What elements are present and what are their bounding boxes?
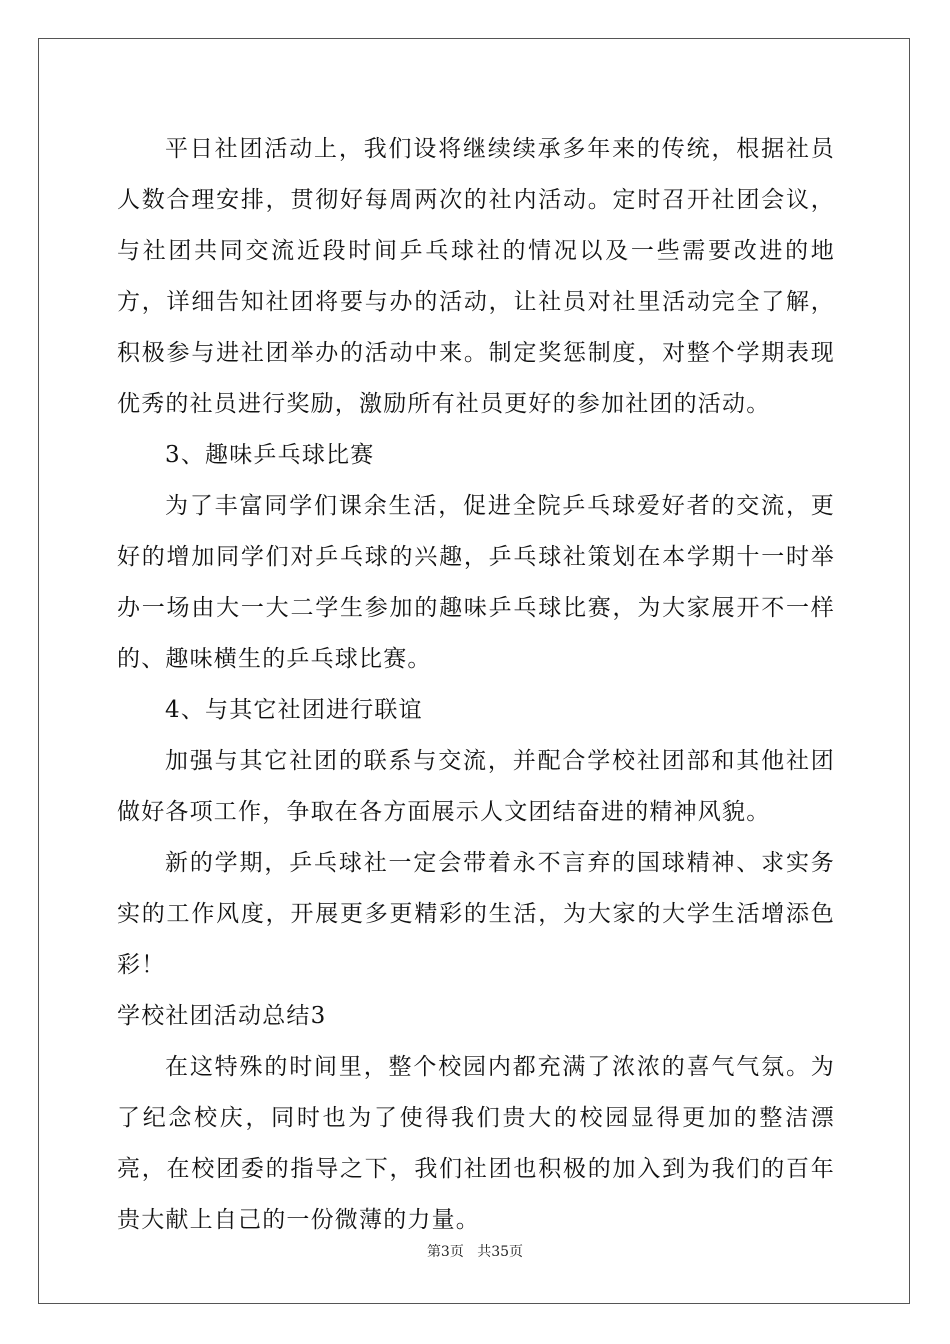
page-number-current: 第3页 [426,1244,464,1260]
paragraph-club-exchange: 加强与其它社团的联系与交流，并配合学校社团部和其他社团做好各项工作，争取在各方面展示人文团结奋进的精神风貌。 [117,748,835,825]
paragraph-anniversary: 在这特殊的时间里，整个校园内都充满了浓浓的喜气气氛。为了纪念校庆，同时也为了使得我们贵大的校园显得更加的整洁漂亮，在校团委的指导之下，我们社团也积极的加入到为我们的百年贵大献上自己的一份微薄的力量。 [117,1054,835,1233]
heading-fun-table-tennis-match: 3、趣味乒乓球比赛 [165,442,375,468]
paragraph-fun-match: 为了丰富同学们课余生活，促进全院乒乓球爱好者的交流，更好的增加同学们对乒乓球的兴趣，乒乓球社策划在本学期十一时举办一场由大一大二学生参加的趣味乒乓球比赛，为大家展开不一样的、趣味横生的乒乓球比赛。 [117,493,835,672]
heading-club-friendship: 4、与其它社团进行联谊 [165,697,423,723]
page-number-total: 共35页 [477,1244,524,1260]
page-footer [0,1241,950,1261]
section-title-summary-3: 学校社团活动总结3 [117,1003,327,1029]
document-body [117,124,835,1246]
paragraph-new-semester: 新的学期，乒乓球社一定会带着永不言弃的国球精神、求实务实的工作风度，开展更多更精彩的生活，为大家的大学生活增添色彩！ [117,850,835,978]
paragraph-club-activities: 平日社团活动上，我们设将继续续承多年来的传统，根据社员人数合理安排，贯彻好每周两次的社内活动。定时召开社团会议，与社团共同交流近段时间乒乓球社的情况以及一些需要改进的地方，详细告知社团将要与办的活动，让社员对社里活动完全了解，积极参与进社团举办的活动中来。制定奖惩制度，对整个学期表现优秀的社员进行奖励，激励所有社员更好的参加社团的活动。 [117,136,835,417]
